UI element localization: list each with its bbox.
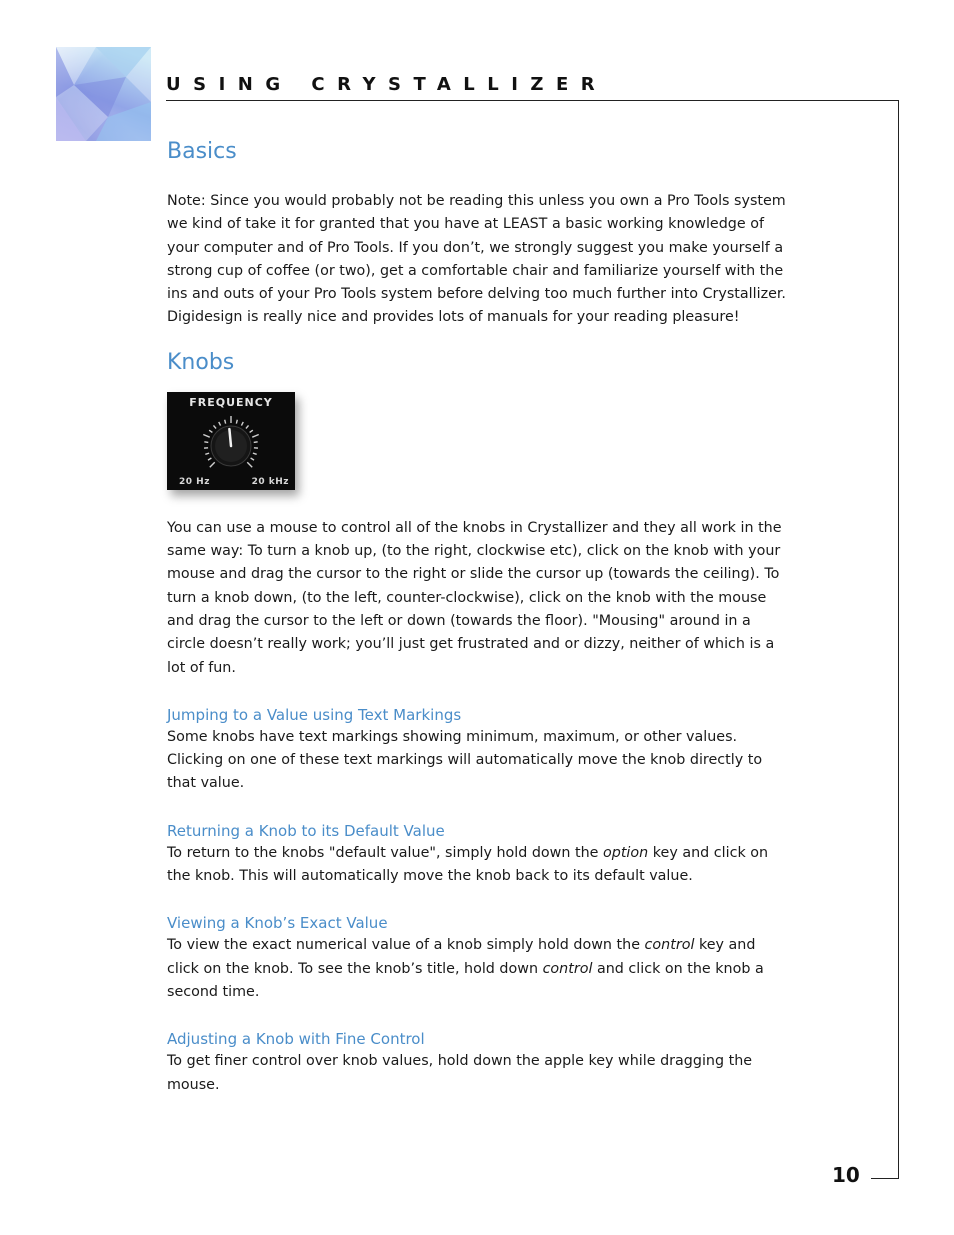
heading-fine-control: Adjusting a Knob with Fine Control bbox=[167, 1030, 425, 1049]
viewing-text-2: key and click on the knob. To see the knob’s title, hold down bbox=[167, 937, 756, 977]
jumping-paragraph: Some knobs have text markings showing minimum, maximum, or other values. Clicking on one of these text markings will automatically move the knob directly to that value. bbox=[167, 728, 763, 792]
heading-basics: Basics bbox=[167, 139, 237, 164]
heading-returning: Returning a Knob to its Default Value bbox=[167, 821, 445, 840]
fine-text-1: To get finer control over knob values, hold down the apple bbox=[167, 1053, 589, 1070]
header-rule bbox=[166, 100, 899, 101]
viewing-text-3: and click on the knob a second time. bbox=[167, 960, 764, 1000]
knob-tick bbox=[253, 453, 257, 454]
knob-dial-icon bbox=[195, 412, 267, 478]
control-key-2: control bbox=[542, 960, 593, 977]
knob-tick bbox=[204, 442, 208, 443]
knob-tick bbox=[203, 434, 209, 437]
page-number: 10 bbox=[832, 1163, 860, 1187]
knob-tick bbox=[208, 458, 211, 460]
returning-paragraph bbox=[167, 842, 787, 889]
knob-tick bbox=[251, 458, 254, 460]
frequency-knob-image bbox=[167, 392, 295, 490]
returning-text-1: To return to the knobs "default value", simply hold down the bbox=[167, 844, 603, 861]
knob-min-label: 20 Hz bbox=[179, 476, 210, 487]
control-key-1: control bbox=[644, 937, 695, 954]
basics-paragraph: Note: Since you would probably not be reading this unless you own a Pro Tools system we kind of take it for granted that you have at LEAST a basic working knowledge of your computer and of Pro Tools. If you don’t, we strongly suggest you make yourself a strong cup of coffee (or two), get a comfortable chair and familiarize yourself with the ins and outs of your Pro Tools system before delving too much further into Crystallizer. Digidesign is really nice and provides lots of manuals for your reading pleasure! bbox=[167, 193, 786, 326]
viewing-paragraph bbox=[167, 934, 787, 1004]
knob-tick bbox=[254, 442, 258, 443]
knob-tick bbox=[252, 434, 258, 437]
heading-viewing: Viewing a Knob’s Exact Value bbox=[167, 914, 388, 933]
page-content bbox=[167, 136, 787, 1097]
knob-max-label: 20 kHz bbox=[251, 476, 289, 487]
knob-tick bbox=[219, 422, 221, 426]
heading-jumping: Jumping to a Value using Text Markings bbox=[167, 705, 462, 724]
knob-tick bbox=[213, 425, 216, 428]
viewing-text-1: To view the exact numerical value of a knob simply hold down the bbox=[167, 937, 645, 954]
knob-tick bbox=[246, 425, 249, 428]
fine-text-2: key while dragging the mouse. bbox=[167, 1053, 753, 1093]
knob-tick bbox=[225, 420, 226, 424]
knob-tick bbox=[209, 430, 212, 432]
knob-tick bbox=[205, 453, 209, 454]
crystal-logo bbox=[56, 47, 151, 141]
heading-knobs: Knobs bbox=[167, 349, 235, 375]
fine-control-paragraph bbox=[167, 1050, 787, 1097]
knob-tick bbox=[250, 430, 253, 432]
knob-tick bbox=[210, 462, 215, 467]
knob-tick bbox=[241, 422, 243, 426]
knob-tick bbox=[236, 420, 237, 424]
returning-text-2: key and click on the knob. This will automatically move the knob back to its default value. bbox=[167, 844, 769, 885]
knob-tick bbox=[247, 462, 252, 467]
footer-rule bbox=[871, 1178, 899, 1179]
knob-title: FREQUENCY bbox=[189, 395, 273, 409]
option-key: option bbox=[603, 844, 649, 861]
section-title: USING CRYSTALLIZER bbox=[166, 74, 608, 95]
side-rule bbox=[898, 100, 899, 1179]
knobs-paragraph: You can use a mouse to control all of the knobs in Crystallizer and they all work in the same way: To turn a knob up, (to the right, clockwise etc), click on the knob with your mouse and drag the cursor to the right or slide the cursor up (towards the ceiling). To turn a knob down, (to the left, counter-clockwise), click on the knob with the mouse and drag the cursor to the left or down (towards the floor). "Mousing" around in a circle doesn’t really work; you’ll just get frustrated and or dizzy, neither of which is a lot of fun. bbox=[167, 519, 782, 676]
